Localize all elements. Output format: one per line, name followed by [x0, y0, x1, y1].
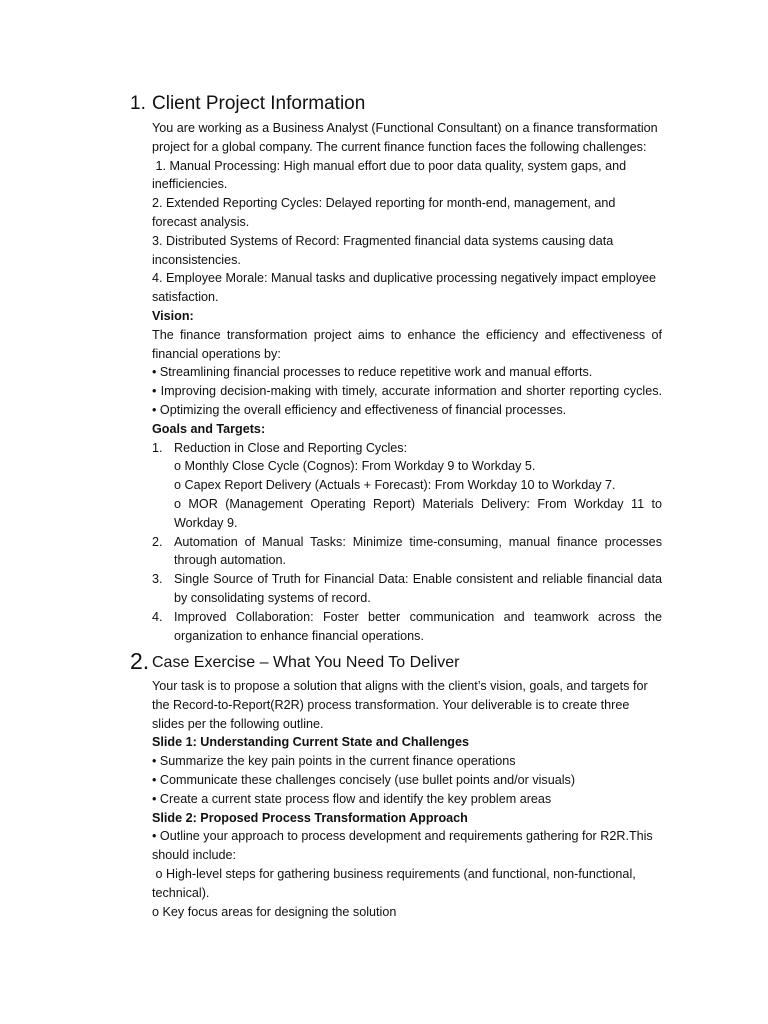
challenge-item: 4. Employee Morale: Manual tasks and duplicative processing negatively impact employee satisfaction. [152, 271, 657, 305]
goal-text: Automation of Manual Tasks: Minimize time-consuming, manual finance processes through automation. [174, 534, 662, 568]
goal-number: 2. [152, 534, 163, 549]
section-1-number: 1. [130, 93, 146, 114]
slide-2-bullet: o High-level steps for gathering business requirements (and functional, non-functional, technical). [152, 866, 640, 900]
slide-2-bullet: o Key focus areas for designing the solution [152, 904, 397, 919]
goal-text: Improved Collaboration: Foster better communication and teamwork across the organization to enhance financial operations. [174, 609, 662, 643]
section-2-title: Case Exercise – What You Need To Deliver [152, 654, 460, 671]
section-2-number: 2. [130, 648, 150, 674]
challenge-item: 3. Distributed Systems of Record: Fragmented financial data systems causing data inconsistencies. [152, 233, 614, 267]
section-1-intro: You are working as a Business Analyst (Functional Consultant) on a finance transformation project for a global company. The current finance function faces the following challenges: [152, 121, 658, 154]
goal-number: 4. [152, 609, 163, 624]
slide-1-bullet: • Communicate these challenges concisely (use bullet points and/or visuals) [152, 772, 576, 787]
slide-2-bullet: • Outline your approach to process development and requirements gathering for R2R.This should include: [152, 829, 653, 863]
section-1-heading [130, 93, 365, 115]
vision-bullet: • Improving decision-making with timely, accurate information and shorter reporting cycles. • Optimizing the overall efficiency and effectiveness of financial processes. [152, 384, 662, 417]
section-1-title: Client Project Information [152, 93, 366, 114]
goal-number: 1. [152, 440, 163, 455]
goal-item [152, 533, 662, 571]
section-2-intro: Your task is to propose a solution that aligns with the client’s vision, goals, and targets for the Record-to-Report(R2R) process transformation. Your deliverable is to create three slides per the following outline. [152, 679, 648, 731]
goal-text: Reduction in Close and Reporting Cycles: [174, 440, 408, 455]
goal-item [152, 570, 662, 608]
slide-1-bullet: • Summarize the key pain points in the current finance operations [152, 754, 516, 769]
goal-subitem: o Monthly Close Cycle (Cognos): From Workday 9 to Workday 5. [174, 459, 536, 474]
goal-subitem: o MOR (Management Operating Report) Materials Delivery: From Workday 11 to Workday 9. [174, 496, 662, 530]
goals-list [152, 439, 662, 646]
goals-label: Goals and Targets: [152, 421, 266, 436]
section-2-body [152, 677, 662, 921]
vision-label: Vision: [152, 308, 194, 323]
vision-bullet: • Streamlining financial processes to reduce repetitive work and manual efforts. [152, 365, 593, 380]
goal-item [152, 439, 662, 533]
section-1-body [152, 119, 662, 645]
challenge-item: 1. Manual Processing: High manual effort due to poor data quality, system gaps, and inefficiencies. [152, 158, 630, 192]
challenge-item: 2. Extended Reporting Cycles: Delayed reporting for month-end, management, and forecast analysis. [152, 196, 616, 229]
goal-subitem: o Capex Report Delivery (Actuals + Forecast): From Workday 10 to Workday 7. [174, 478, 616, 493]
slide-1-label: Slide 1: Understanding Current State and Challenges [152, 735, 469, 750]
vision-text: The finance transformation project aims to enhance the efficiency and effectiveness of financial operations by: [152, 327, 662, 361]
goal-text: Single Source of Truth for Financial Data: Enable consistent and reliable financial data by consolidating systems of record. [174, 572, 662, 605]
goal-item [152, 608, 662, 646]
slide-2-label: Slide 2: Proposed Process Transformation Approach [152, 810, 468, 825]
section-2-heading [130, 648, 459, 675]
slide-1-bullet: • Create a current state process flow and identify the key problem areas [152, 791, 552, 806]
goal-number: 3. [152, 572, 163, 587]
